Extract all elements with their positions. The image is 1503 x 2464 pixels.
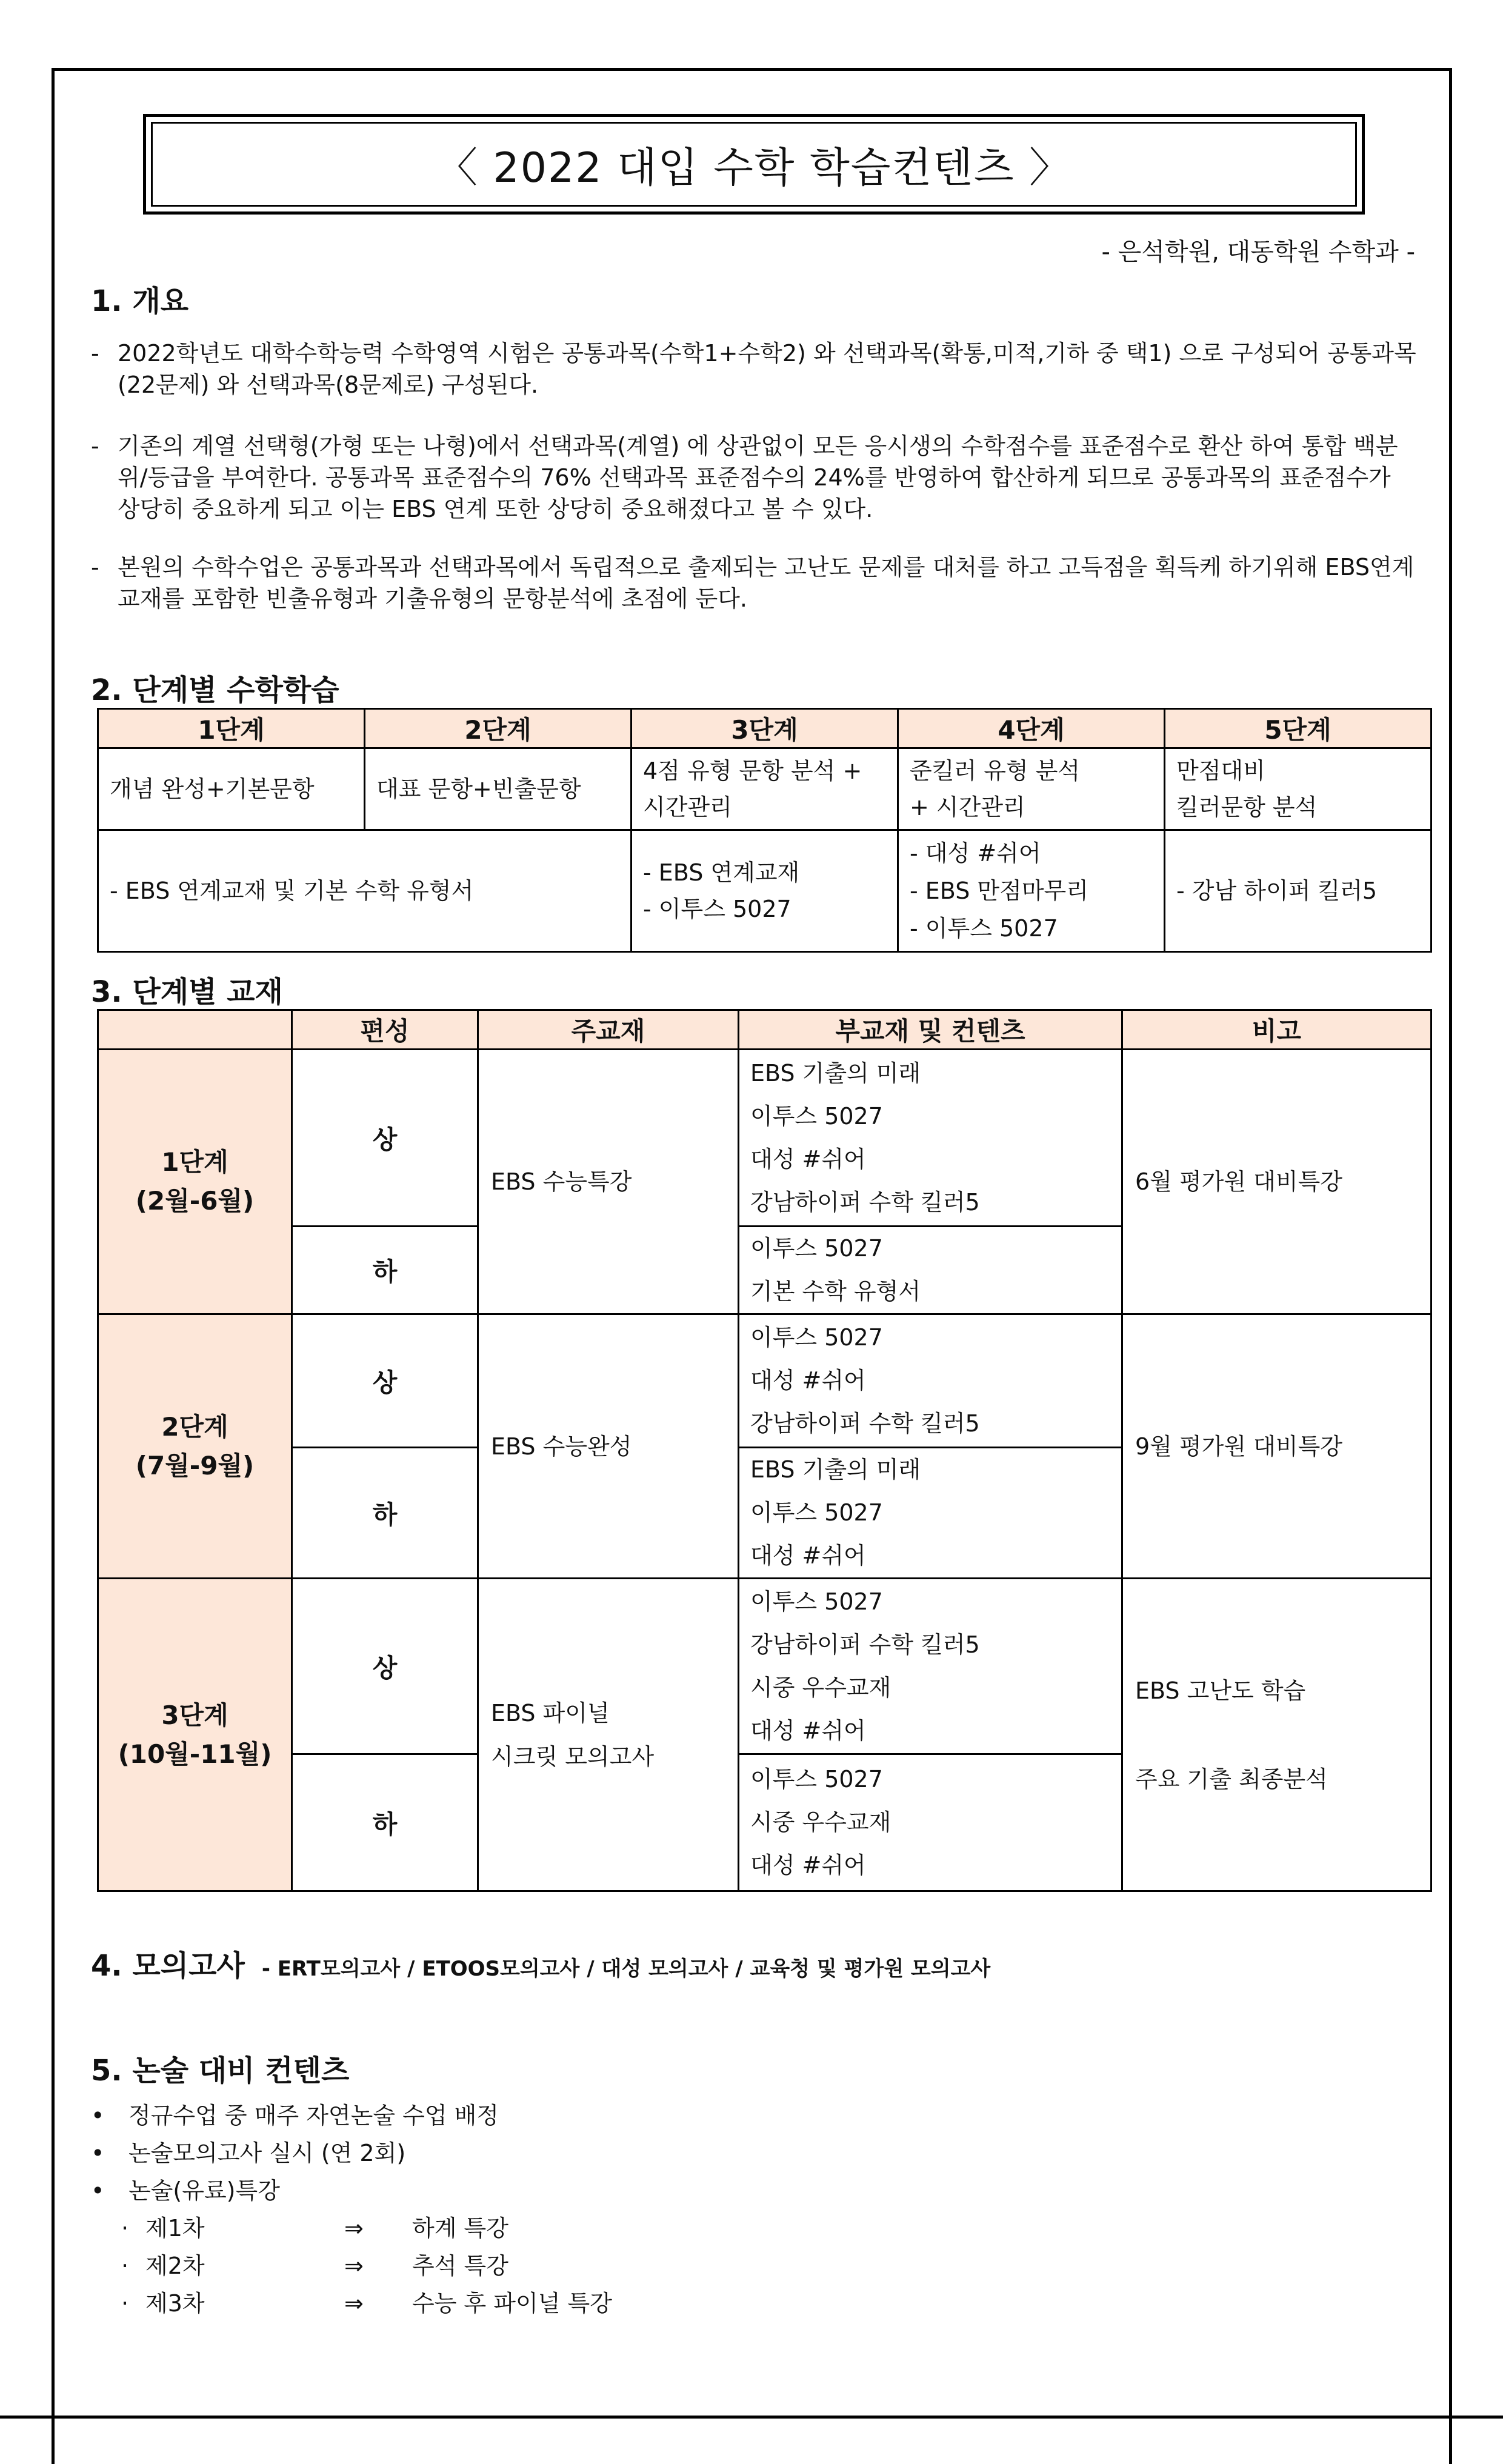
stage-period: (7월-9월) bbox=[135, 1450, 255, 1480]
main-textbook bbox=[478, 1579, 739, 1891]
note-line: 주요 기출 최종분석 bbox=[1135, 1765, 1328, 1793]
bottom-rule bbox=[0, 2416, 1503, 2419]
material-item: 이투스 5027 bbox=[750, 1102, 883, 1130]
section-4-title: 4. 모의고사 bbox=[91, 1949, 245, 1983]
lecture-round: 제3차 bbox=[145, 2290, 205, 2317]
overview-item bbox=[91, 338, 1418, 401]
lecture-name: 하계 특강 bbox=[412, 2215, 508, 2242]
stage-name: 3단계 bbox=[161, 1700, 228, 1730]
stage-header: 5단계 bbox=[1165, 709, 1431, 748]
dash-mark: - bbox=[91, 554, 99, 581]
materials-header: 비고 bbox=[1122, 1010, 1431, 1050]
cell-line: 만점대비 bbox=[1176, 758, 1265, 784]
materials-header: 편성 bbox=[292, 1010, 478, 1050]
level-lower: 하 bbox=[292, 1448, 478, 1579]
sub-materials-upper bbox=[739, 1050, 1122, 1227]
cell-line: 시간관리 bbox=[643, 794, 732, 821]
stage-cell bbox=[98, 1050, 292, 1314]
sub-mark: · bbox=[121, 2215, 129, 2242]
note-line: 9월 평가원 대비특강 bbox=[1135, 1433, 1342, 1460]
stage-materials: - EBS 연계교재 및 기본 수학 유형서 bbox=[98, 830, 632, 952]
note-cell bbox=[1122, 1579, 1431, 1891]
material-item: 대성 #쉬어 bbox=[750, 1145, 866, 1173]
stage-cell bbox=[98, 1314, 292, 1579]
materials-header: 주교재 bbox=[478, 1010, 739, 1050]
main-textbook-line: 시크릿 모의고사 bbox=[491, 1743, 655, 1770]
stage-name: 2단계 bbox=[161, 1411, 228, 1442]
materials-table bbox=[97, 1009, 1432, 1892]
material-item: 이투스 5027 bbox=[750, 1499, 883, 1526]
bullet-text: 논술모의고사 실시 (연 2회) bbox=[128, 2140, 406, 2166]
bullet-mark: • bbox=[91, 2140, 105, 2166]
material-item: EBS 기출의 미래 bbox=[750, 1456, 921, 1483]
stage-materials bbox=[632, 830, 898, 952]
essay-bullet bbox=[91, 2172, 280, 2209]
cell-line: 4점 유형 문항 분석 + bbox=[643, 758, 862, 784]
main-textbook bbox=[478, 1314, 739, 1579]
stage-name: 1단계 bbox=[161, 1147, 228, 1177]
note-line: 6월 평가원 대비특강 bbox=[1135, 1168, 1342, 1195]
sub-materials-lower bbox=[739, 1754, 1122, 1891]
lecture-name: 추석 특강 bbox=[412, 2253, 508, 2279]
stage-cell bbox=[98, 1579, 292, 1891]
arrow-icon: ⇒ bbox=[344, 2253, 364, 2279]
stage-period: (2월-6월) bbox=[135, 1186, 255, 1216]
material-item: 강남하이퍼 수학 킬러5 bbox=[750, 1188, 980, 1216]
stage-header: 3단계 bbox=[632, 709, 898, 748]
section-2-heading: 2. 단계별 수학학습 bbox=[91, 673, 339, 707]
bullet-text: 정규수업 중 매주 자연논술 수업 배정 bbox=[128, 2102, 499, 2129]
lecture-round: 제2차 bbox=[145, 2253, 205, 2279]
sub-materials-upper bbox=[739, 1579, 1122, 1754]
material-item: 대성 #쉬어 bbox=[750, 1717, 866, 1744]
bullet-mark: • bbox=[91, 2177, 105, 2204]
stage-goal bbox=[1165, 748, 1431, 830]
level-lower: 하 bbox=[292, 1754, 478, 1891]
section-1-heading: 1. 개요 bbox=[91, 284, 189, 318]
material-item: 대성 #쉬어 bbox=[750, 1367, 866, 1394]
dash-mark: - bbox=[91, 340, 99, 367]
main-textbook bbox=[478, 1050, 739, 1314]
material-item: 강남하이퍼 수학 킬러5 bbox=[750, 1631, 980, 1658]
credit-line: - 은석학원, 대동학원 수학과 - bbox=[1101, 238, 1415, 266]
note-cell bbox=[1122, 1314, 1431, 1579]
stages-table bbox=[97, 708, 1432, 953]
stage-materials bbox=[898, 830, 1165, 952]
essay-bullet bbox=[91, 2134, 405, 2172]
section-5-heading: 5. 논술 대비 컨텐츠 bbox=[91, 2054, 350, 2088]
special-lecture-row bbox=[121, 2247, 727, 2285]
level-upper: 상 bbox=[292, 1050, 478, 1227]
main-textbook-line: EBS 수능특강 bbox=[491, 1168, 632, 1195]
note-line: EBS 고난도 학습 bbox=[1135, 1677, 1306, 1704]
lecture-name: 수능 후 파이널 특강 bbox=[412, 2290, 612, 2317]
cell-line: - EBS 만점마무리 bbox=[910, 877, 1088, 904]
main-textbook-line: EBS 파이널 bbox=[491, 1699, 610, 1726]
sub-mark: · bbox=[121, 2253, 129, 2279]
section-4-heading bbox=[91, 1942, 990, 1984]
page-title: 〈 2022 대입 수학 학습컨텐츠 〉 bbox=[151, 122, 1357, 207]
bullet-mark: • bbox=[91, 2102, 105, 2129]
materials-header: 부교재 및 컨텐츠 bbox=[739, 1010, 1122, 1050]
overview-item bbox=[91, 551, 1418, 614]
stage-goal bbox=[632, 748, 898, 830]
sub-mark: · bbox=[121, 2290, 129, 2317]
material-item: EBS 기출의 미래 bbox=[750, 1059, 921, 1087]
stage-header: 1단계 bbox=[98, 709, 365, 748]
cell-line: 준킬러 유형 분석 bbox=[910, 758, 1081, 784]
material-item: 이투스 5027 bbox=[750, 1235, 883, 1262]
material-item: 이투스 5027 bbox=[750, 1588, 883, 1615]
level-upper: 상 bbox=[292, 1314, 478, 1448]
overview-item bbox=[91, 430, 1418, 525]
arrow-icon: ⇒ bbox=[344, 2215, 364, 2242]
cell-line: - 이투스 5027 bbox=[910, 915, 1058, 942]
stage-materials: - 강남 하이퍼 킬러5 bbox=[1165, 830, 1431, 952]
arrow-icon: ⇒ bbox=[344, 2290, 364, 2317]
lecture-round: 제1차 bbox=[145, 2215, 205, 2242]
stage-goal: 개념 완성+기본문항 bbox=[98, 748, 365, 830]
stage-goal: 대표 문항+빈출문항 bbox=[365, 748, 632, 830]
material-item: 기본 수학 유형서 bbox=[750, 1278, 921, 1305]
essay-bullet bbox=[91, 2097, 499, 2134]
sub-materials-upper bbox=[739, 1314, 1122, 1448]
dash-mark: - bbox=[91, 433, 99, 459]
material-item: 시중 우수교재 bbox=[750, 1674, 891, 1701]
material-item: 이투스 5027 bbox=[750, 1766, 883, 1793]
cell-line: 킬러문항 분석 bbox=[1176, 794, 1318, 821]
overview-text: 기존의 계열 선택형(가형 또는 나형)에서 선택과목(계열) 에 상관없이 모든 응시생의 수학점수를 표준점수로 환산 하여 통합 백분위/등급을 부여한다. 공통과목 표준점수의 76% 선택과목 표준점수의 24%를 반영하여 합산하게 되므로 공통과목의 표준점수가 상당히 중요하게 되고 이는 EBS 연계 또한 상당히 중요해졌다고 볼 수 있다. bbox=[118, 433, 1398, 522]
material-item: 대성 #쉬어 bbox=[750, 1542, 866, 1569]
cell-line: - EBS 연계교재 bbox=[643, 859, 800, 886]
level-upper: 상 bbox=[292, 1579, 478, 1754]
overview-text: 본원의 수학수업은 공통과목과 선택과목에서 독립적으로 출제되는 고난도 문제를 대처를 하고 고득점을 획득케 하기위해 EBS연계교재를 포함한 빈출유형과 기출유형의 문항분석에 초점에 둔다. bbox=[118, 554, 1415, 612]
title-box bbox=[143, 114, 1365, 215]
material-item: 이투스 5027 bbox=[750, 1324, 883, 1351]
main-textbook-line: EBS 수능완성 bbox=[491, 1433, 632, 1460]
stage-period: (10월-11월) bbox=[118, 1739, 272, 1769]
material-item: 대성 #쉬어 bbox=[750, 1852, 866, 1879]
overview-text: 2022학년도 대학수학능력 수학영역 시험은 공통과목(수학1+수학2) 와 선택과목(확통,미적,기하 중 택1) 으로 구성되어 공통과목(22문제) 와 선택과목(8문제로) 구성된다. bbox=[118, 340, 1416, 398]
section-3-heading: 3. 단계별 교재 bbox=[91, 975, 283, 1009]
stage-header: 4단계 bbox=[898, 709, 1165, 748]
cell-line: + 시간관리 bbox=[910, 794, 1025, 821]
cell-line: - 이투스 5027 bbox=[643, 896, 791, 922]
sub-materials-lower bbox=[739, 1227, 1122, 1314]
material-item: 강남하이퍼 수학 킬러5 bbox=[750, 1410, 980, 1437]
bullet-text: 논술(유료)특강 bbox=[128, 2177, 280, 2204]
material-item: 시중 우수교재 bbox=[750, 1809, 891, 1836]
exam-list: - ERT모의고사 / ETOOS모의고사 / 대성 모의고사 / 교육청 및 평가원 모의고사 bbox=[261, 1957, 991, 1981]
stage-header: 2단계 bbox=[365, 709, 632, 748]
level-lower: 하 bbox=[292, 1227, 478, 1314]
sub-materials-lower bbox=[739, 1448, 1122, 1579]
materials-header bbox=[98, 1010, 292, 1050]
stage-goal bbox=[898, 748, 1165, 830]
special-lecture-row bbox=[121, 2285, 727, 2322]
note-cell bbox=[1122, 1050, 1431, 1314]
cell-line: - 대성 #쉬어 bbox=[910, 840, 1041, 867]
special-lecture-row bbox=[121, 2209, 727, 2247]
